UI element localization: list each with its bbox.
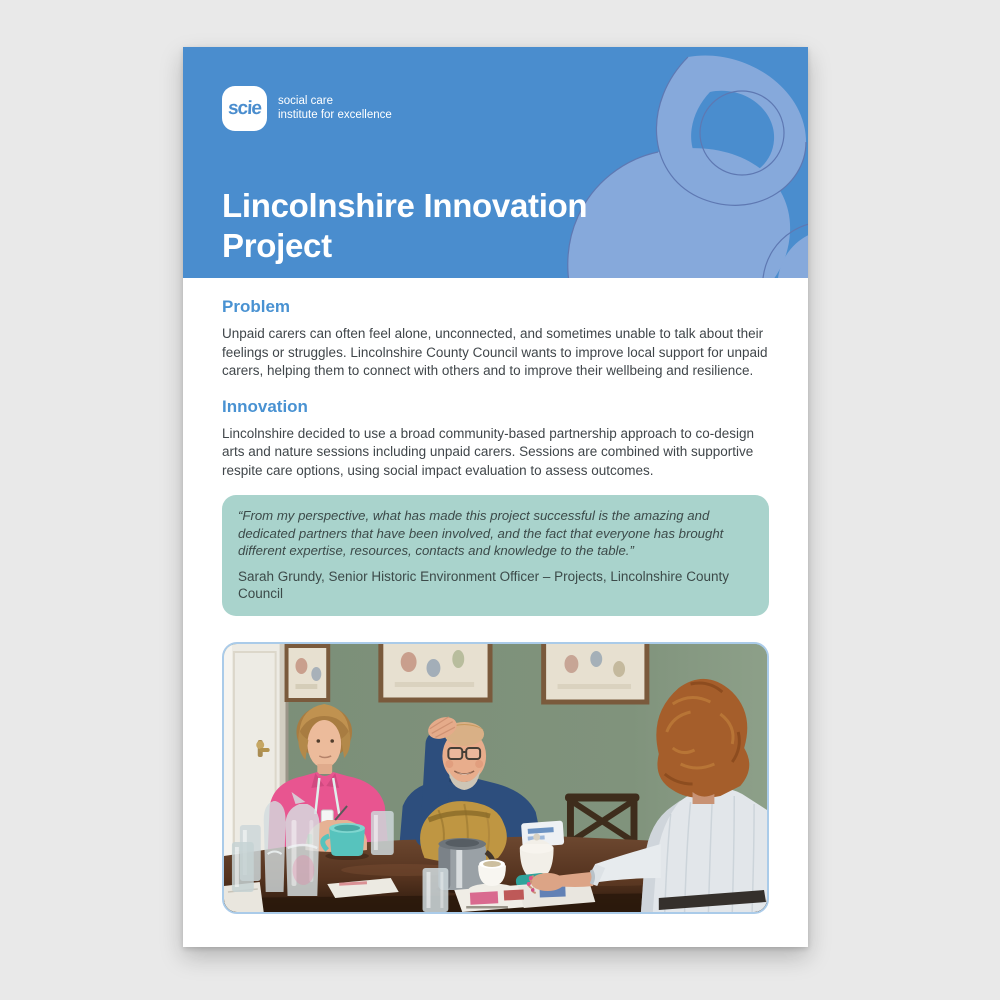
section-heading-problem: Problem: [222, 297, 291, 316]
photo: [222, 642, 769, 914]
quote-box: [222, 495, 769, 616]
water-glass: [423, 868, 449, 912]
document-page: [183, 47, 808, 947]
photo-illustration: [224, 644, 767, 912]
header-banner: [183, 47, 808, 278]
scie-logo-text: scie: [227, 98, 262, 119]
scie-tagline: social care institute for excellence: [278, 95, 392, 121]
quote-text: “From my perspective, what has made this project successful is the amazing and dedicated partners that have been involved, and the fact that everyone has brought different expertise, resources, contacts and knowledge to the table.”: [238, 508, 724, 558]
document-body: [183, 297, 808, 914]
page-title: Lincolnshire Innovation Project: [222, 187, 588, 264]
section-heading-innovation: Innovation: [222, 396, 308, 416]
scie-logo: [222, 86, 267, 131]
section-text-problem: Unpaid carers can often feel alone, unconnected, and sometimes unable to talk about their feelings or struggles. Lincolnshire County Council wants to improve local support for unpaid carers, helping them to connect with others and to improve their wellbeing and resilience.: [222, 326, 768, 378]
section-text-innovation: Lincolnshire decided to use a broad community-based partnership approach to co-design arts and nature sessions including unpaid carers. Sessions are combined with supportive respite care options, using social impact evaluation to assess outcomes.: [222, 425, 755, 478]
quote-attribution: Sarah Grundy, Senior Historic Environment Officer – Projects, Lincolnshire County Council: [238, 568, 729, 601]
